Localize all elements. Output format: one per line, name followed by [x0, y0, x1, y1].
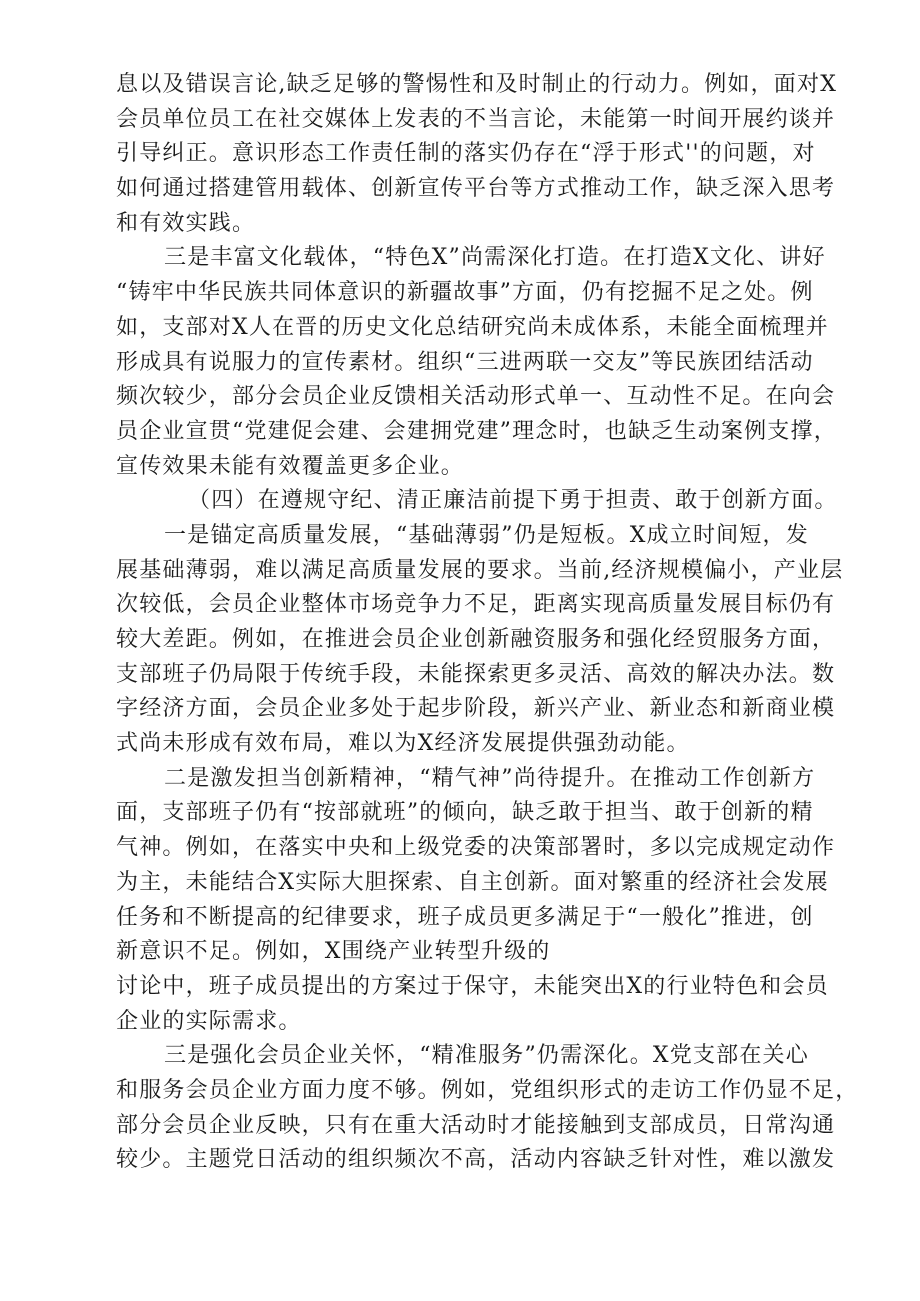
text-line: 三是丰富文化载体，“特色X”尚需深化打造。在打造X文化、讲好: [164, 245, 826, 271]
text-line: 式尚未形成有效布局，难以为X经济发展提供强劲动能。: [116, 731, 690, 757]
text-line: 任务和不断提高的纪律要求，班子成员更多满足于“一般化”推进，创: [116, 904, 814, 930]
document-body: [116, 68, 859, 1178]
text-line: 支部班子仍局限于传统手段，未能探索更多灵活、高效的解决办法。数: [116, 661, 836, 687]
text-line: 企业的实际需求。: [116, 1008, 302, 1034]
text-line: 二是激发担当创新精神，“精气神”尚待提升。在推动工作创新方: [164, 765, 816, 791]
text-line: 较少。主题党日活动的组织频次不高，活动内容缺乏针对性，难以激发: [116, 1147, 836, 1173]
text-line: 三是强化会员企业关怀，“精准服务”仍需深化。X党支部在关心: [164, 1043, 809, 1069]
text-line: 面，支部班子仍有“按部就班”的倾向，缺乏敢于担当、敢于创新的精: [116, 800, 814, 826]
text-line: 一是锚定高质量发展，“基础薄弱”仍是短板。X成立时间短，发: [164, 522, 809, 548]
text-line: 讨论中，班子成员提出的方案过于保守，未能突出X的行业特色和会员: [116, 973, 829, 999]
text-line: 展基础薄弱，难以满足高质量发展的要求。当前,经济规模偏小，产业层: [116, 557, 844, 583]
text-line: 较大差距。例如，在推进会员企业创新融资服务和强化经贸服务方面，: [116, 627, 836, 652]
text-line: 引导纠正。意识形态工作责任制的落实仍存在“浮于形式''的问题，对: [116, 141, 816, 167]
text-line: 字经济方面，会员企业多处于起步阶段，新兴产业、新业态和新商业模: [116, 696, 836, 722]
text-line: 如，支部对X人在晋的历史文化总结研究尚未成体系，未能全面梳理并: [116, 314, 829, 340]
text-line: 如何通过搭建管用载体、创新宣传平台等方式推动工作，缺乏深入思考: [116, 176, 836, 202]
section-heading: （四）在遵规守纪、清正廉洁前提下勇于担责、敢于创新方面。: [188, 488, 838, 514]
text-line: 会员单位员工在社交媒体上发表的不当言论，未能第一时间开展约谈并: [116, 106, 836, 132]
text-line: 和有效实践。: [116, 210, 256, 236]
text-line: “铸牢中华民族共同体意识的新疆故事”方面，仍有挖掘不足之处。例: [116, 280, 814, 306]
text-line: 和服务会员企业方面力度不够。例如，党组织形式的走访工作仍显不足，: [116, 1077, 859, 1103]
text-line: 宣传效果未能有效覆盖更多企业。: [116, 453, 465, 479]
text-line: 为主，未能结合X实际大胆探索、自主创新。面对繁重的经济社会发展: [116, 869, 829, 895]
text-line: 形成具有说服力的宣传素材。组织“三进两联一交友”等民族团结活动: [116, 349, 814, 375]
text-line: 部分会员企业反映，只有在重大活动时才能接触到支部成员，日常沟通: [116, 1112, 836, 1138]
text-line: 员企业宣贯“党建促会建、会建拥党建”理念时，也缺乏生动案例支撑，: [116, 418, 837, 444]
text-line: 频次较少，部分会员企业反馈相关活动形式单一、互动性不足。在向会: [116, 384, 836, 410]
text-line: 新意识不足。例如，X围绕产业转型升级的: [116, 939, 551, 965]
text-line: 气神。例如，在落实中央和上级党委的决策部署时，多以完成规定动作: [116, 835, 836, 861]
text-line: 次较低，会员企业整体市场竞争力不足，距离实现高质量发展目标仍有: [116, 592, 836, 618]
text-line: 息以及错误言论,缺乏足够的警惕性和及时制止的行动力。例如，面对X: [116, 72, 838, 97]
